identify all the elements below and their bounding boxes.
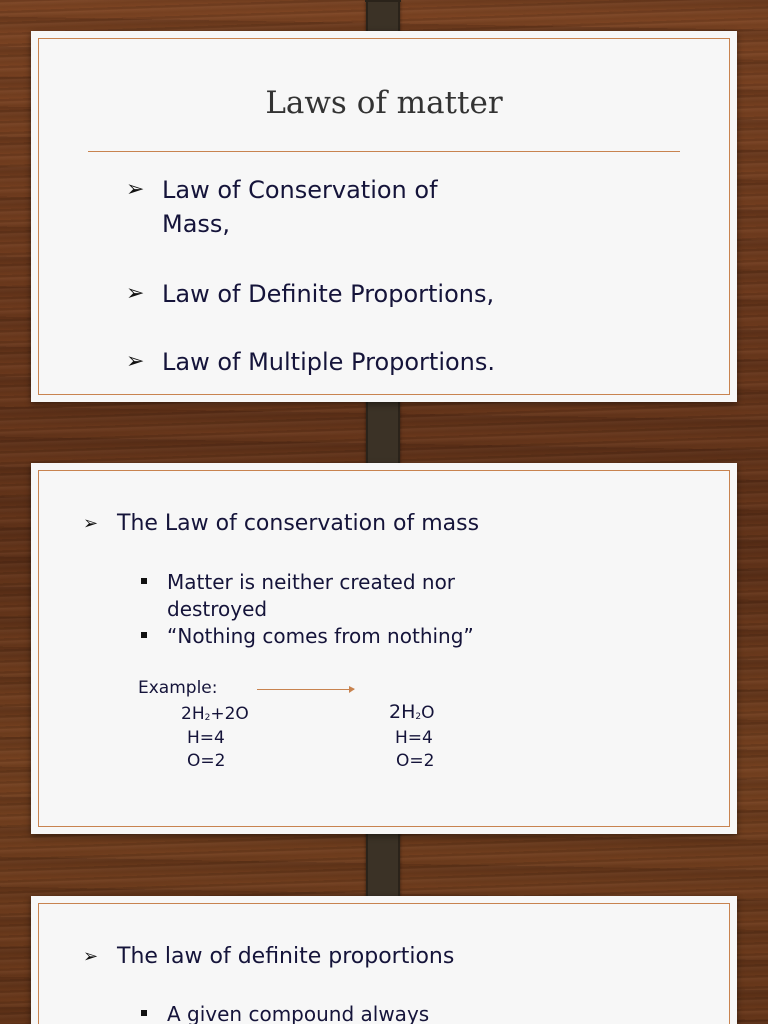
- reaction-arrow-icon: [257, 689, 354, 690]
- heading-text: The law of definite proportions: [117, 944, 455, 969]
- arrowhead-bullet-icon: ➢: [83, 513, 99, 534]
- point-text-continued: destroyed: [167, 597, 268, 621]
- title-divider: [88, 151, 680, 152]
- product-hydrogen-count: H=4: [395, 728, 433, 748]
- slide-conservation-of-mass: [31, 463, 737, 834]
- reactant-hydrogen-count: H=4: [187, 728, 225, 748]
- bullet-multiple-proportions: [126, 345, 496, 379]
- formula-part: O: [421, 703, 435, 723]
- arrowhead-bullet-icon: ➢: [126, 349, 145, 374]
- slide-laws-of-matter: [31, 31, 737, 402]
- formula-subscript: 2: [204, 713, 211, 723]
- slide-title: Laws of matter: [265, 85, 503, 121]
- arrowhead-bullet-icon: ➢: [126, 281, 145, 306]
- point-nothing-from-nothing: [167, 623, 474, 650]
- bullet-text: Law of Conservation of: [162, 176, 438, 204]
- arrowhead-bullet-icon: ➢: [126, 177, 145, 202]
- reactant-oxygen-count: O=2: [187, 751, 226, 771]
- point-text: Matter is neither created nor: [167, 570, 456, 594]
- arrowhead-bullet-icon: ➢: [83, 946, 99, 967]
- square-bullet-icon: [141, 632, 147, 638]
- product-formula: [389, 701, 435, 729]
- heading-text: The Law of conservation of mass: [117, 511, 480, 536]
- slide-definite-proportions: [31, 896, 737, 1024]
- heading-conservation-of-mass: [83, 507, 480, 541]
- bullet-text: Law of Multiple Proportions.: [162, 348, 496, 376]
- formula-subscript: 2: [415, 712, 422, 722]
- point-text: A given compound always: [167, 1002, 430, 1024]
- square-bullet-icon: [141, 578, 147, 584]
- product-oxygen-count: O=2: [396, 751, 435, 771]
- point-text: “Nothing comes from nothing”: [167, 624, 474, 648]
- formula-part: +2O: [210, 704, 249, 724]
- bullet-text: Law of Definite Proportions,: [162, 280, 495, 308]
- heading-definite-proportions: [83, 940, 455, 974]
- bullet-conservation-of-mass: [126, 173, 438, 241]
- formula-part: 2H: [181, 704, 205, 724]
- reactant-formula: [181, 703, 249, 730]
- bullet-text-continued: Mass,: [162, 210, 231, 238]
- square-bullet-icon: [141, 1010, 147, 1016]
- example-label: Example:: [138, 678, 218, 698]
- point-matter-not-created: [167, 569, 455, 623]
- formula-part: 2H: [389, 701, 416, 723]
- point-given-compound: [167, 1001, 429, 1024]
- bullet-definite-proportions: [126, 277, 495, 311]
